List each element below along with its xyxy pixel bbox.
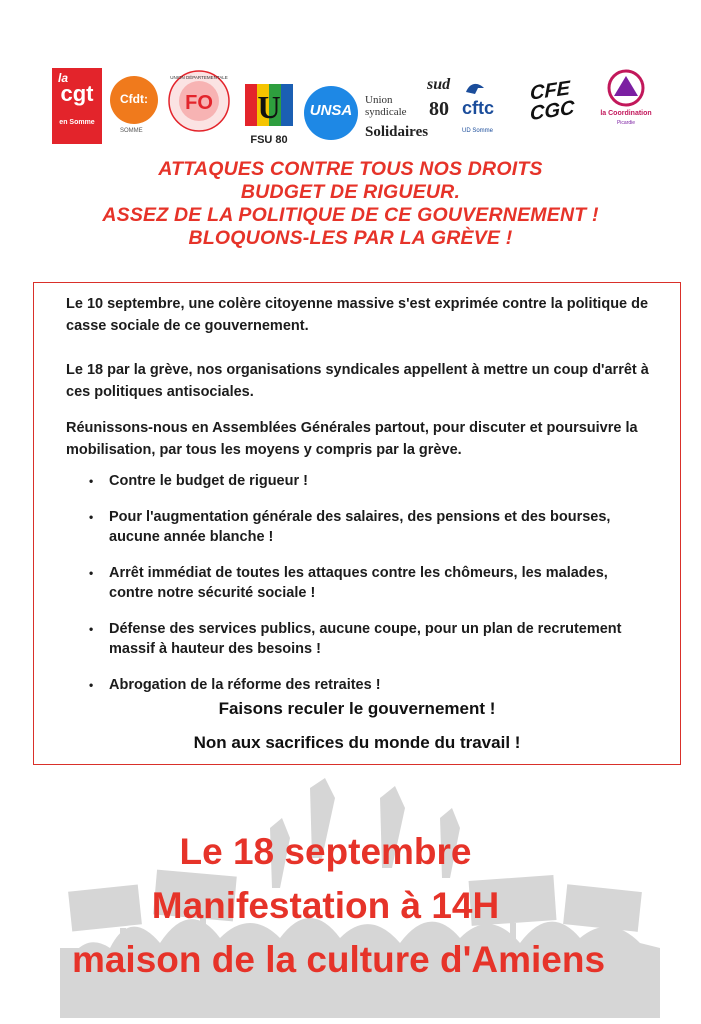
fsu-logo bbox=[243, 78, 295, 144]
headline-line-4: BLOQUONS-LES PAR LA GRÈVE ! bbox=[188, 227, 513, 249]
paragraph-3: Réunissons-nous en Assemblées Générales partout, pour discuter et poursuivre la mobilisation, par tous les moyens y compris par la grève. bbox=[66, 420, 638, 458]
sud-logo-num: 80 bbox=[429, 98, 449, 120]
cfe-cgc-logo bbox=[528, 77, 588, 130]
headline-line-1: ATTAQUES CONTRE TOUS NOS DROITS bbox=[158, 158, 543, 180]
fo-logo bbox=[166, 68, 232, 134]
fo-logo-name: FO bbox=[185, 92, 213, 114]
list-item: • Défense des services publics, aucune coupe, pour un plan de recrutement massif à hauteur des besoins ! bbox=[89, 619, 649, 659]
unsa-logo bbox=[304, 86, 358, 140]
list-item: • Contre le budget de rigueur ! bbox=[89, 471, 649, 491]
cftc-logo-sub: UD Somme bbox=[462, 128, 494, 134]
paragraph-2: Le 18 par la grève, nos organisations syndicales appellent à mettre un coup d'arrêt à ces politiques antisociales. bbox=[66, 362, 649, 400]
fsu-logo-sub: FSU 80 bbox=[250, 134, 288, 146]
cgt-logo-name: cgt bbox=[60, 81, 94, 106]
cfe-logo-line1: CFE bbox=[530, 77, 570, 105]
list-item: • Arrêt immédiat de toutes les attaques contre les chômeurs, les malades, contre notre sécurité sociale ! bbox=[89, 563, 649, 603]
cgt-logo-sub: en Somme bbox=[59, 119, 95, 126]
union-logos-row bbox=[48, 66, 653, 148]
sud-logo-union: Union syndicale bbox=[365, 94, 407, 118]
fo-logo-ring: UNION DÉPARTEMENTALE bbox=[170, 75, 228, 80]
paragraph-1: Le 10 septembre, une colère citoyenne massive s'est exprimée contre la politique de casse sociale de ce gouvernement. bbox=[66, 296, 649, 334]
demands-list bbox=[89, 471, 649, 695]
cfe-logo-line2: CGC bbox=[530, 96, 575, 126]
headline-line-3: ASSEZ DE LA POLITIQUE DE CE GOUVERNEMENT ! bbox=[102, 204, 599, 226]
coordination-logo-sub: Picardie bbox=[616, 120, 636, 126]
closing-line-1: Faisons reculer le gouvernement ! bbox=[218, 699, 496, 718]
event-announcement bbox=[0, 825, 701, 987]
cfdt-logo-name: Cfdt: bbox=[120, 92, 148, 106]
message-box bbox=[33, 282, 681, 765]
event-time: Manifestation à 14H bbox=[151, 885, 500, 926]
sud-logo-sud: sud bbox=[427, 76, 451, 93]
coordination-logo-name: la Coordination bbox=[600, 110, 652, 117]
sud-solidaires-logo bbox=[365, 76, 455, 144]
cftc-logo bbox=[462, 80, 522, 140]
dove-icon bbox=[466, 84, 484, 94]
closing-line-2: Non aux sacrifices du monde du travail ! bbox=[193, 733, 521, 752]
cgt-logo bbox=[52, 68, 102, 144]
headline-line-2: BUDGET DE RIGUEUR. bbox=[240, 181, 461, 203]
unsa-logo-name: UNSA bbox=[309, 102, 353, 119]
sud-logo-solidaires: Solidaires bbox=[365, 124, 429, 140]
coordination-logo bbox=[596, 66, 656, 136]
event-date: Le 18 septembre bbox=[179, 831, 472, 872]
list-item: • Pour l'augmentation générale des salaires, des pensions et des bourses, aucune année blanche ! bbox=[89, 507, 649, 547]
event-location: maison de la culture d'Amiens bbox=[71, 939, 606, 980]
fsu-logo-letter: U bbox=[257, 89, 281, 125]
cfdt-logo bbox=[110, 76, 158, 124]
cgt-logo-la: la bbox=[58, 71, 69, 85]
cftc-logo-name: cftc bbox=[462, 98, 495, 118]
list-item: • Abrogation de la réforme des retraites ! bbox=[89, 675, 649, 695]
cfdt-logo-sub: SOMME bbox=[120, 128, 143, 134]
headline bbox=[0, 158, 701, 250]
